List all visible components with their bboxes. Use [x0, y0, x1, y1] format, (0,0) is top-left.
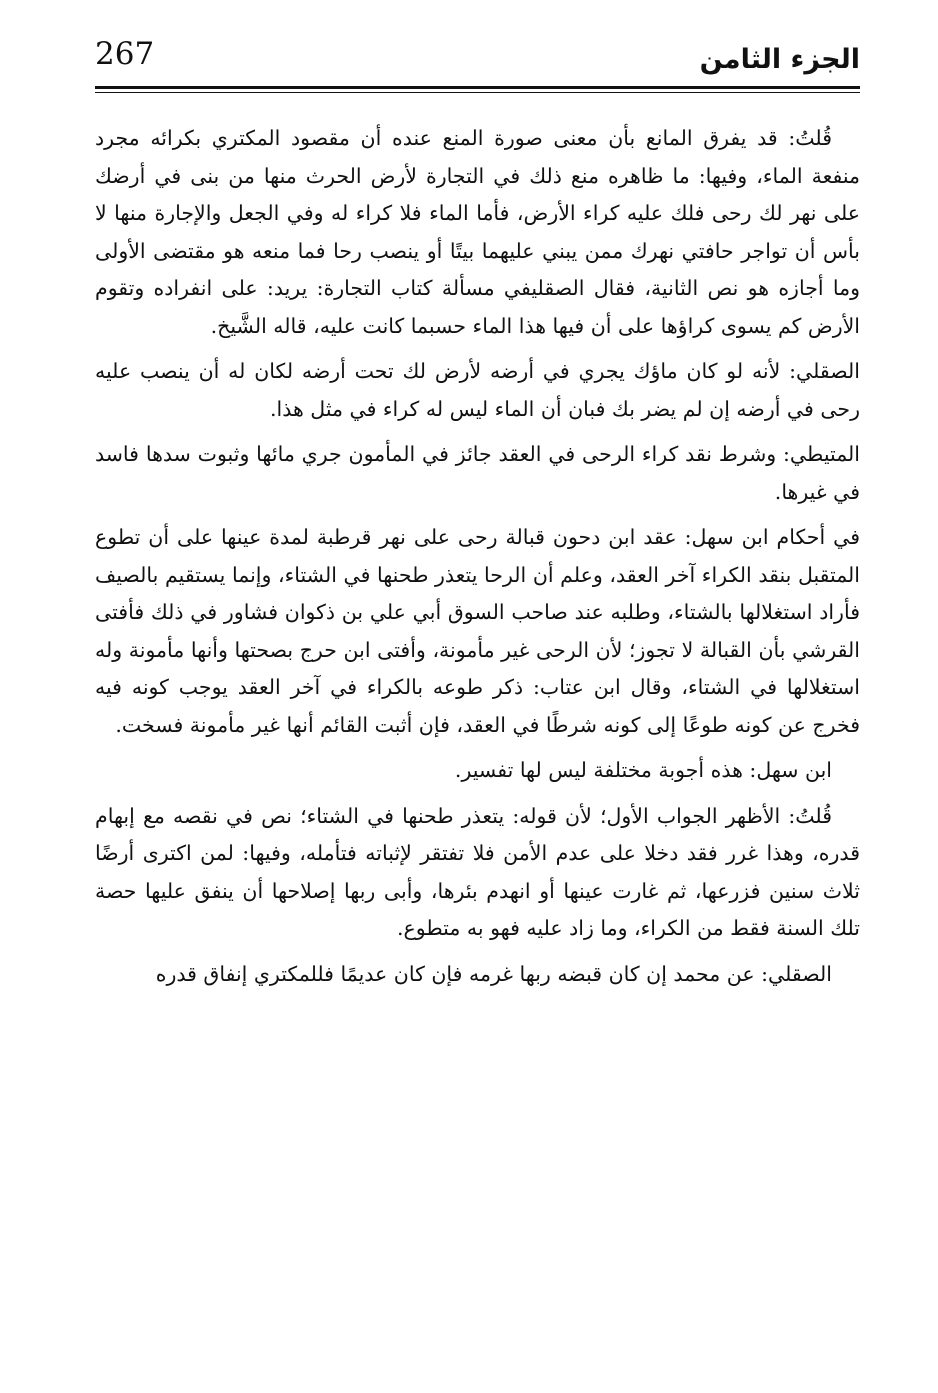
paragraph: ابن سهل: هذه أجوبة مختلفة ليس لها تفسير. — [454, 758, 832, 782]
paragraph: في أحكام ابن سهل: عقد ابن دحون قبالة رحى على نهر قرطبة لمدة عينها على أن تطوع المتقبل بنقد الكراء آخر العقد، وعلم أن الرحا يتعذر طحنها في الشتاء، وإنما يستقيم بالصيف فأراد استغلالها بالشتاء، وطلبه عند صاحب السوق أبي علي بن ذكوان فشاور في ذلك فأفتى القرشي بأن القبالة لا تجوز؛ لأن الرحى غير مأمونة، وأفتى ابن حرج بصحتها وأنها مأمونة وله استغلالها في الشتاء، وقال ابن عتاب: ذكر طوعه بالكراء في آخر العقد يوجب كونه فيه فخرج عن كونه طوعًا إلى كونه شرطًا في العقد، فإن أثبت القائم أنها غير مأمونة فسخت. — [95, 525, 860, 737]
text-body — [95, 120, 860, 1001]
page-number: 267 — [95, 36, 155, 72]
paragraph: الصقلي: لأنه لو كان ماؤك يجري في أرضه لأرض لك تحت أرضه لكان له أن ينصب عليه رحى في أرضه إن لم يضر بك فبان أن الماء ليس له كراء في مثل هذا. — [95, 359, 860, 421]
part-title: الجزء الثامن — [699, 44, 860, 75]
paragraph: المتيطي: وشرط نقد كراء الرحى في العقد جائز في المأمون جري مائها وثبوت سدها فاسد في غيرها. — [95, 442, 860, 504]
page-header — [95, 30, 860, 90]
paragraph: قُلتُ: قد يفرق المانع بأن معنى صورة المنع عنده أن مقصود المكتري بكرائه مجرد منفعة الماء، وفيها: ما ظاهره منع ذلك في التجارة لأرض الحرث منها من بنى في أرضك على نهر لك رحى فلك عليه كراء الأرض، فأما الماء فلا كراء له وفي الجعل والإجارة منها لا بأس أن تواجر حافتي نهرك ممن يبني عليهما بيتًا أو ينصب رحا فما منعه هو مقتضى الأولى وما أجازه هو نص الثانية، فقال الصقليفي مسألة كتاب التجارة: يريد: على انفراده وتقوم الأرض كم يسوى كراؤها على أن فيها هذا الماء حسبما كانت عليه، قاله الشَّيخ. — [95, 126, 860, 338]
paragraph: الصقلي: عن محمد إن كان قبضه ربها غرمه فإن كان عديمًا فللمكتري إنفاق قدره — [155, 961, 832, 986]
header-rule-thin — [95, 92, 860, 93]
paragraph: قُلتُ: الأظهر الجواب الأول؛ لأن قوله: يتعذر طحنها في الشتاء؛ نص في نقصه مع إبهام قدره، وهذا غرر فقد دخلا على عدم الأمن فلا تفتقر لإثباته فتأمله، وفيها: لمن اكترى أرضًا ثلاث سنين فزرعها، ثم غارت عينها أو انهدم بئرها، وأبى ربها إصلاحها أن ينفق عليها حصة تلك السنة فقط من الكراء، وما زاد عليه فهو به متطوع. — [95, 803, 860, 940]
header-rule — [95, 86, 860, 89]
